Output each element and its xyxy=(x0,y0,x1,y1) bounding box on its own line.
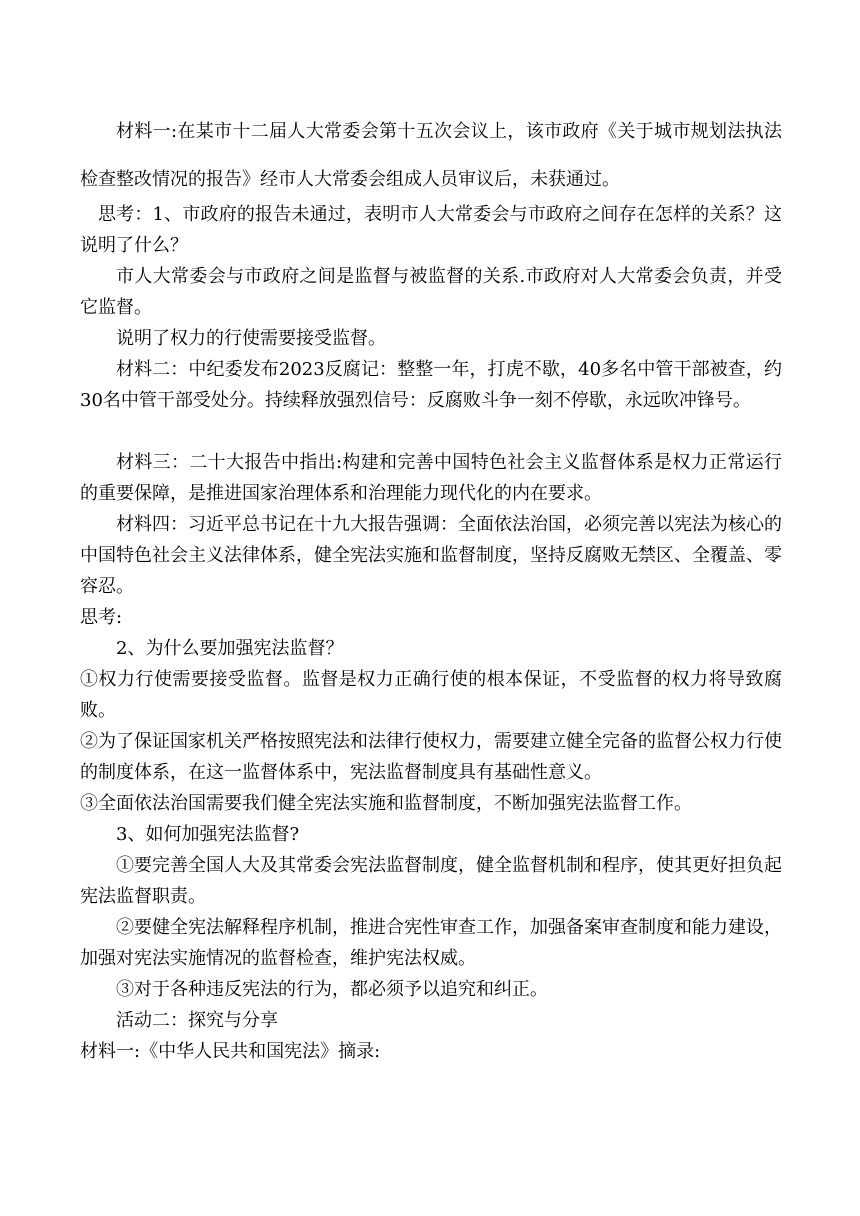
reason-2-paragraph: ②为了保证国家机关严格按照宪法和法律行使权力，需要建立健全完备的监督公权力行使的制度体系，在这一监督体系中，宪法监督制度具有基础性意义。 xyxy=(80,731,782,783)
method-3-paragraph: ③对于各种违反宪法的行为，都必须予以追究和纠正。 xyxy=(116,979,548,1000)
material-3-paragraph: 材料三：二十大报告中指出:构建和完善中国特色社会主义监督体系是权力正常运行的重要保障，是推进国家治理体系和治理能力现代化的内在要求。 xyxy=(80,452,782,504)
method-1-paragraph: ①要完善全国人大及其常委会宪法监督制度，健全监督机制和程序，使其更好担负起宪法监督职责。 xyxy=(80,855,782,907)
reason-1-paragraph: ①权力行使需要接受监督。监督是权力正确行使的根本保证，不受监督的权力将导致腐败。 xyxy=(80,669,782,721)
answer-1-paragraph: 市人大常委会与市政府之间是监督与被监督的关系.市政府对人大常委会负责，并受它监督。 xyxy=(80,266,782,318)
material-5-paragraph: 材料一:《中华人民共和国宪法》摘录: xyxy=(80,1041,381,1062)
activity-2-heading: 活动二：探究与分享 xyxy=(116,1010,278,1031)
question-3-heading: 3、如何加强宪法监督? xyxy=(116,824,300,845)
method-2-paragraph: ②要健全宪法解释程序机制，推进合宪性审查工作，加强备案审查制度和能力建设，加强对宪法实施情况的监督检查，维护宪法权威。 xyxy=(80,917,782,969)
material-4-paragraph: 材料四：习近平总书记在十九大报告强调：全面依法治国，必须完善以宪法为核心的中国特色社会主义法律体系，健全宪法实施和监督制度，坚持反腐败无禁区、全覆盖、零容忍。 xyxy=(80,514,782,597)
question-2-heading: 2、为什么要加强宪法监督？ xyxy=(116,638,344,659)
thinking-label: 思考: xyxy=(80,607,123,628)
answer-2-paragraph: 说明了权力的行使需要接受监督。 xyxy=(116,328,386,349)
material-2-paragraph: 材料二：中纪委发布2023反腐记：整整一年，打虎不歇，40多名中管干部被查，约30名中管干部受处分。持续释放强烈信号：反腐败斗争一刻不停歇，永远吹冲锋号。 xyxy=(80,359,782,411)
material-1-paragraph: 材料一:在某市十二届人大常委会第十五次会议上，该市政府《关于城市规划法执法检查整改情况的报告》经市人大常委会组成人员审议后，未获通过。 xyxy=(80,121,782,190)
reason-3-paragraph: ③全面依法治国需要我们健全宪法实施和监督制度，不断加强宪法监督工作。 xyxy=(80,793,692,814)
question-1-paragraph: 思考：1、市政府的报告未通过，表明市人大常委会与市政府之间存在怎样的关系？这说明了什么？ xyxy=(80,204,782,256)
